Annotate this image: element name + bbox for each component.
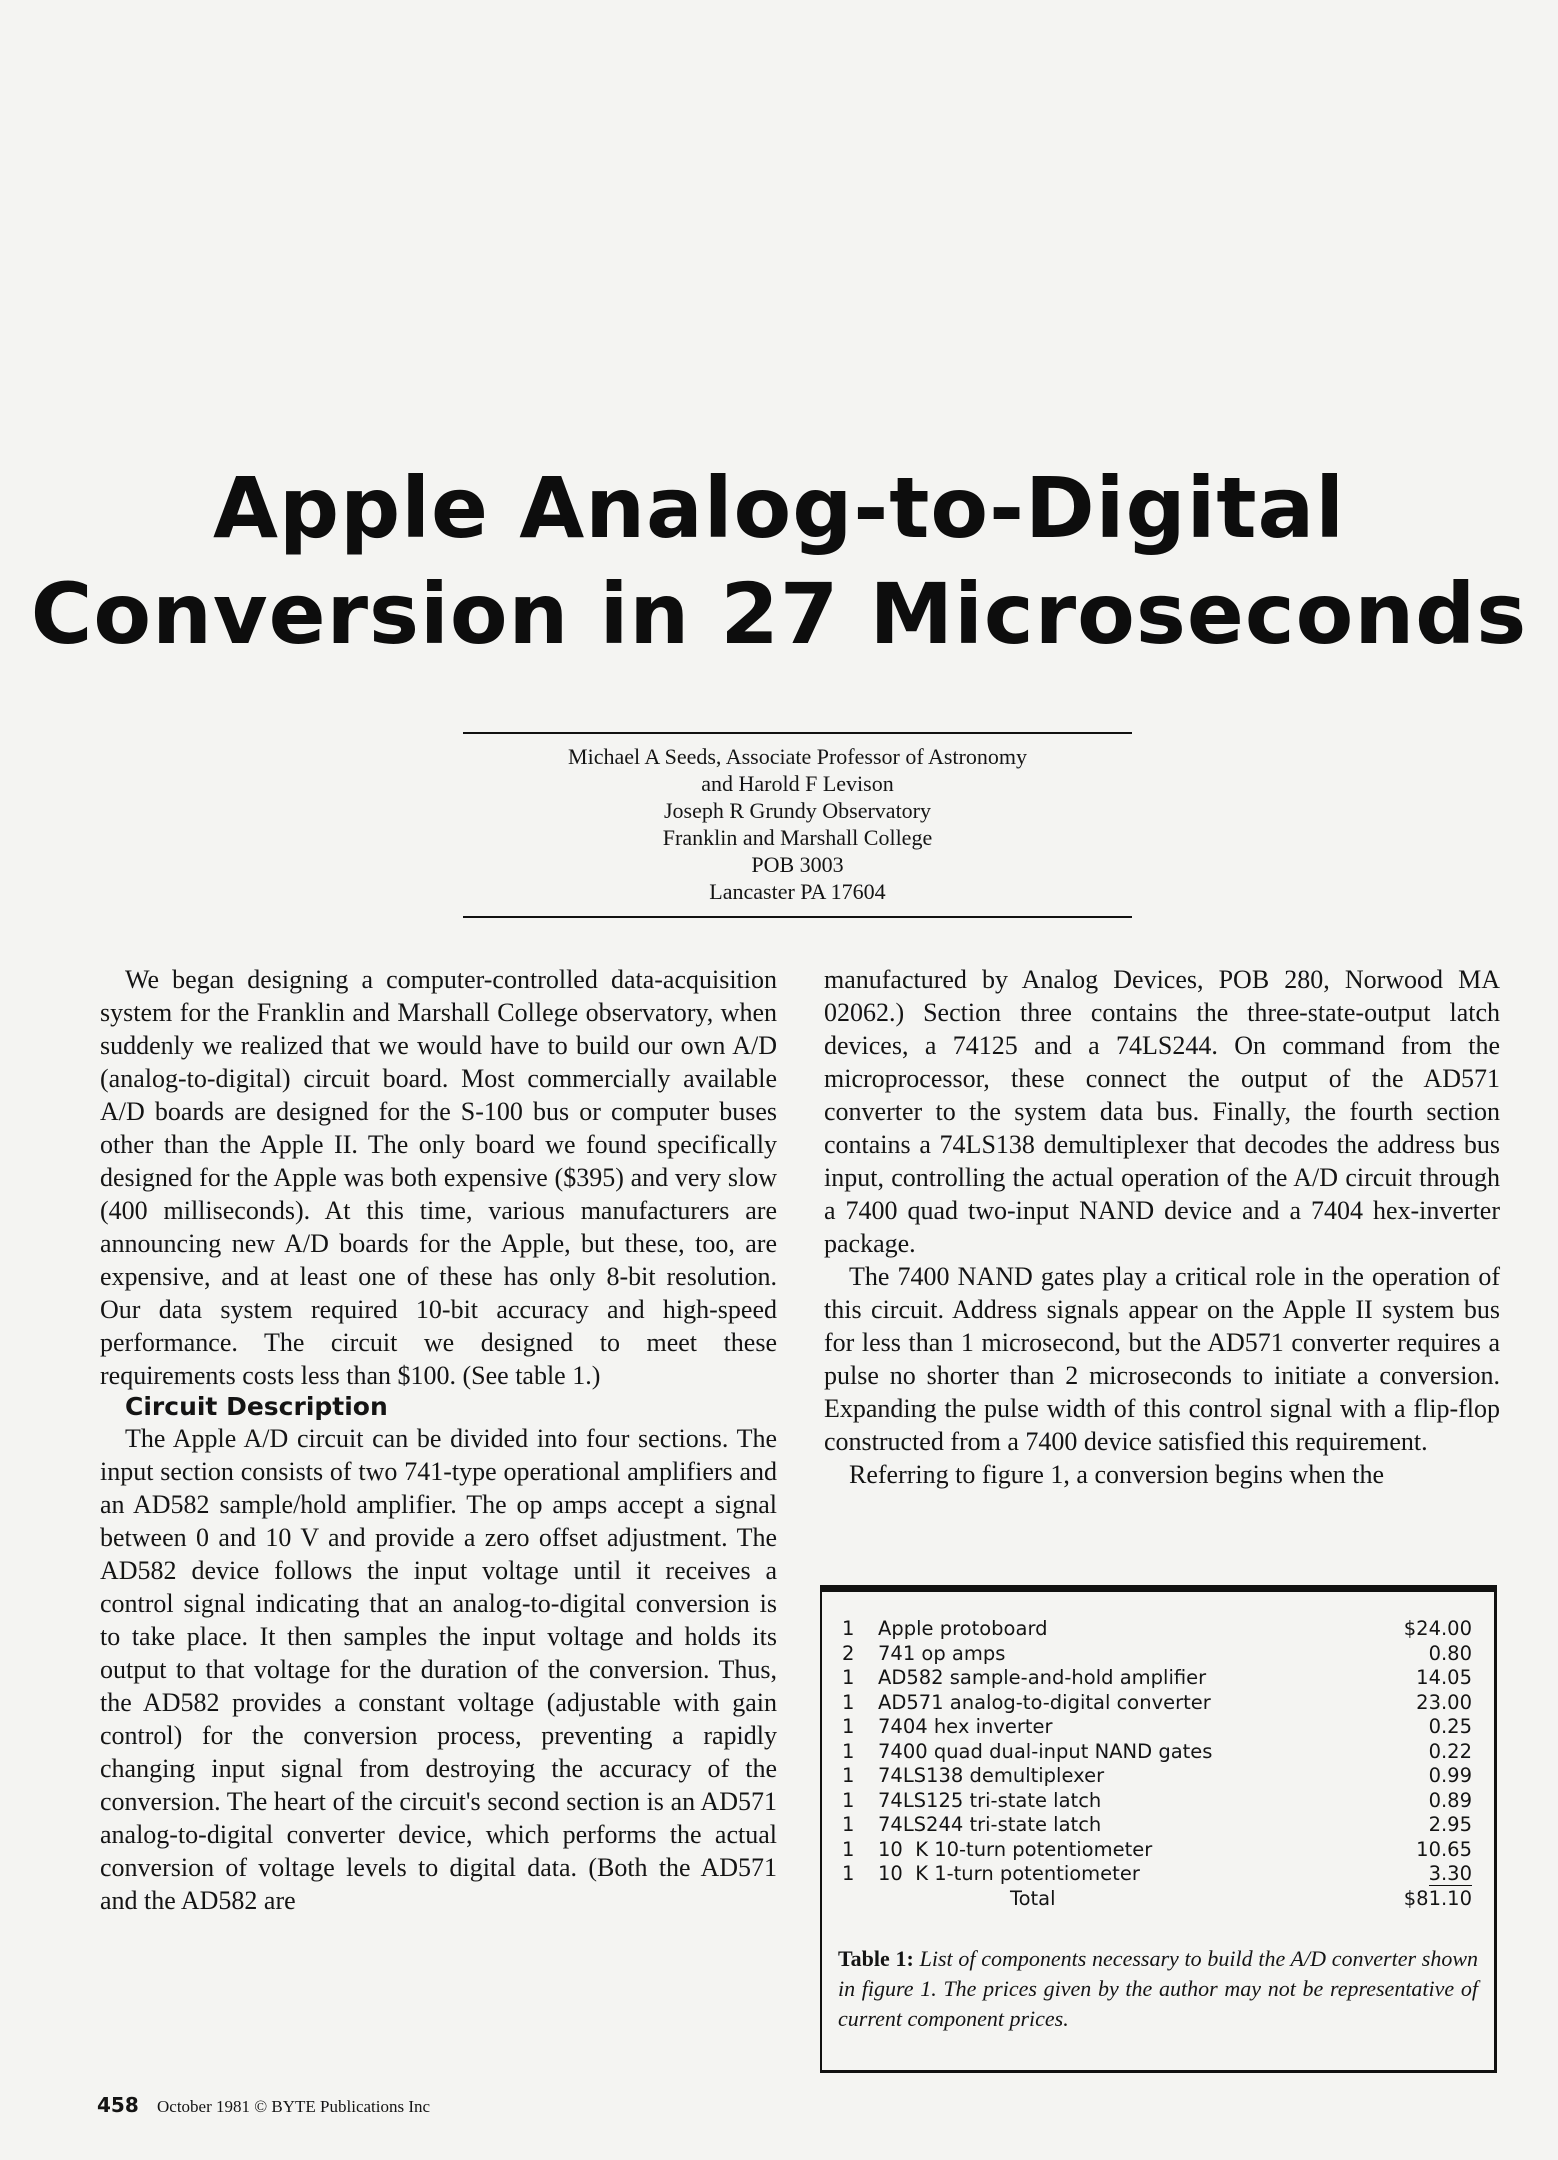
qty-cell: 1	[842, 1715, 855, 1738]
qty-cell: 1	[842, 1813, 855, 1836]
table-row	[842, 1642, 1472, 1667]
total-row	[842, 1887, 1472, 1912]
body-paragraph: The Apple A/D circuit can be divided into four sections. The input section consists of two 741-type operational amplifiers and an AD582 sample/hold amplifier. The op amps accept a signal between 0 and 10 V and provide a zero offset adjustment. The AD582 device follows the input voltage until it receives a control signal indicating that an analog-to-digital conversion is to take place. It then samples the input voltage and holds its output to that voltage for the duration of the conversion. Thus, the AD582 provides a constant voltage (adjustable with gain control) for the conversion process, preventing a rapidly changing input signal from destroying the accuracy of the conversion. The heart of the circuit's second section is an AD571 analog-to-digital converter device, which performs the actual conversion of voltage levels to digital data. (Both the AD571 and the AD582 are	[100, 1424, 777, 1915]
table-row	[842, 1789, 1472, 1814]
price-cell: 0.99	[1428, 1764, 1472, 1787]
total-value: $81.10	[1403, 1886, 1472, 1910]
item-cell: 74LS244 tri-state latch	[878, 1813, 1102, 1836]
table-row	[842, 1715, 1472, 1740]
page-footer	[97, 2093, 430, 2117]
price-value: 3.30	[1428, 1862, 1472, 1885]
title-line-1: Apple Analog-to-Digital	[212, 459, 1346, 557]
item-cell: 74LS138 demultiplexer	[878, 1764, 1105, 1787]
table-row	[842, 1740, 1472, 1765]
body-paragraph: The 7400 NAND gates play a critical role in the operation of this circuit. Address signals appear on the Apple II system bus for less than 1 microsecond, but the AD571 converter requires a pulse no shorter than 2 microseconds to initiate a conversion. Expanding the pulse width of this control signal with a flip-flop constructed from a 7400 device satisfied this requirement.	[824, 1262, 1500, 1456]
byline	[463, 743, 1132, 905]
price-cell: $24.00	[1403, 1617, 1472, 1640]
item-cell: Apple protoboard	[878, 1617, 1048, 1640]
table-row	[842, 1813, 1472, 1838]
table-row	[842, 1862, 1472, 1887]
byline-line: Lancaster PA 17604	[709, 879, 886, 904]
qty-cell: 1	[842, 1617, 855, 1640]
parts-table-box	[820, 1585, 1497, 2073]
item-cell: 7404 hex inverter	[878, 1715, 1053, 1738]
byline-line: Michael A Seeds, Associate Professor of Astronomy	[568, 744, 1027, 769]
table-row	[842, 1617, 1472, 1642]
byline-bottom-rule	[463, 916, 1132, 918]
price-cell: 0.25	[1428, 1715, 1472, 1738]
item-cell: 74LS125 tri-state latch	[878, 1788, 1102, 1812]
qty-cell: 1	[842, 1862, 855, 1885]
byline-line: Franklin and Marshall College	[662, 825, 933, 850]
qty-cell: 1	[842, 1837, 855, 1861]
table-row	[842, 1764, 1472, 1789]
price-cell	[1362, 1862, 1472, 1887]
table-row	[842, 1691, 1472, 1716]
item-cell: 741 op amps	[878, 1641, 1006, 1665]
page-number: 458	[97, 2093, 139, 2117]
price-cell: 0.89	[1428, 1788, 1472, 1812]
footer-text: October 1981 © BYTE Publications Inc	[157, 2097, 431, 2116]
left-column	[100, 963, 777, 1917]
table-row	[842, 1838, 1472, 1863]
right-column	[824, 963, 1500, 1491]
table-row	[842, 1666, 1472, 1691]
item-cell: AD571 analog-to-digital converter	[878, 1690, 1211, 1714]
qty-cell: 1	[842, 1690, 855, 1714]
item-cell: 7400 quad dual-input NAND gates	[878, 1739, 1213, 1763]
item-cell: AD582 sample-and-hold amplifier	[878, 1666, 1207, 1689]
intro-paragraph: We began designing a computer-controlled data-acquisition system for the Franklin and Marshall College observatory, when suddenly we realized that we would have to build our own A/D (analog-to-digital) circuit board. Most commercially available A/D boards are designed for the S-100 bus or computer buses other than the Apple II. The only board we found specifically designed for the Apple was both expensive ($395) and very slow (400 milliseconds). At this time, various manufacturers are announcing new A/D boards for the Apple, but these, too, are expensive, and at least one of these has only 8-bit resolution. Our data system required 10-bit accuracy and high-speed performance. The circuit we designed to meet these requirements costs less than $100. (See table 1.)	[100, 965, 777, 1390]
price-cell: 14.05	[1416, 1666, 1472, 1689]
byline-line: Joseph R Grundy Observatory	[663, 798, 932, 823]
item-cell: 10 K 1-turn potentiometer	[878, 1862, 1140, 1885]
price-cell: 23.00	[1416, 1690, 1472, 1714]
body-paragraph: manufactured by Analog Devices, POB 280, Norwood MA 02062.) Section three contains the three-state-output latch devices, a 74125 and a 74LS244. On command from the microprocessor, these connect the output of the AD571 converter to the system data bus. Finally, the fourth section contains a 74LS138 demultiplexer that decodes the address bus input, controlling the actual operation of the A/D circuit through a 7400 quad two-input NAND device and a 7404 hex-inverter package.	[824, 965, 1500, 1258]
section-heading: Circuit Description	[125, 1392, 388, 1421]
caption-text: List of components necessary to build the A/D converter shown in figure 1. The prices given by the author may not be representative of current component prices.	[838, 1946, 1479, 2031]
byline-line: and Harold F Levison	[701, 771, 894, 796]
body-paragraph: Referring to figure 1, a conversion begins when the	[849, 1460, 1385, 1489]
item-cell: 10 K 10-turn potentiometer	[878, 1837, 1153, 1861]
title-line-2: Conversion in 27 Microseconds	[30, 565, 1528, 663]
price-cell: 0.22	[1428, 1739, 1472, 1763]
qty-cell: 1	[842, 1739, 855, 1763]
qty-cell: 1	[842, 1764, 855, 1787]
price-cell: 0.80	[1428, 1641, 1472, 1665]
qty-cell-empty	[842, 1887, 878, 1912]
article-title	[0, 455, 1558, 667]
qty-cell: 1	[842, 1788, 855, 1812]
byline-line: POB 3003	[751, 852, 844, 877]
total-label: Total	[1010, 1886, 1056, 1910]
table-caption	[838, 1944, 1478, 2034]
price-cell: 2.95	[1428, 1813, 1472, 1836]
qty-cell: 2	[842, 1641, 855, 1665]
caption-label: Table 1:	[838, 1946, 914, 1971]
parts-table	[842, 1617, 1472, 1911]
byline-top-rule	[463, 732, 1132, 734]
qty-cell: 1	[842, 1666, 855, 1689]
price-cell: 10.65	[1416, 1837, 1472, 1861]
